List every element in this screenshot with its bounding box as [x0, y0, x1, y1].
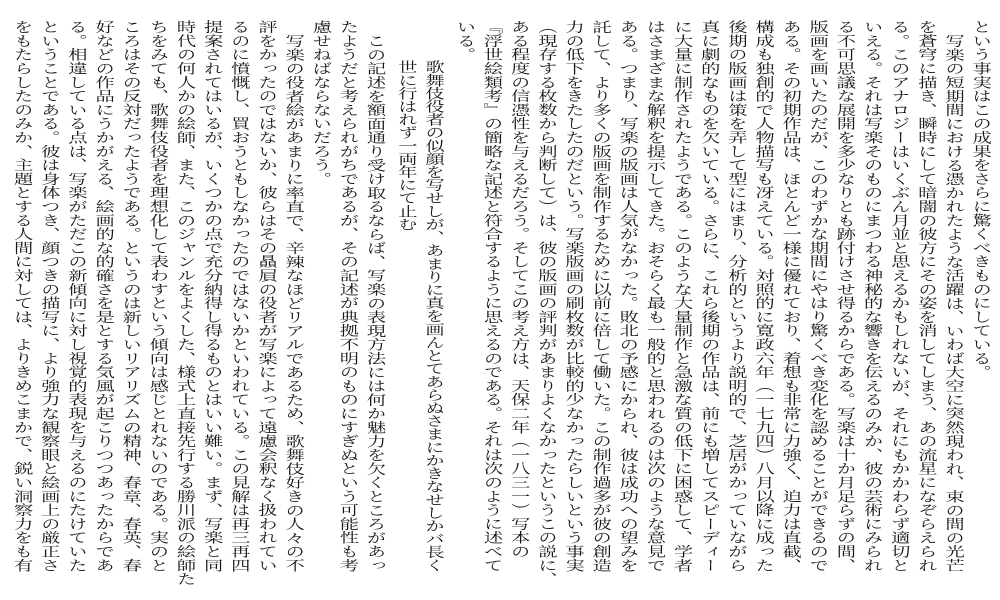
text-line: ある程度の信憑性を与えるだろう。そしてこの考え方は、天保二年（一八三一）写本の	[506, 20, 530, 559]
vertical-text-body	[5, 20, 992, 592]
text-line: る不可思議な展開を多少なりとも跡付けさせ得るからである。写楽は十か月足らずの間、	[832, 20, 855, 572]
text-line: 構成も独創的で人物描写も冴えている。対照的に寛政六年（一七九四）八月以降に成った	[751, 20, 774, 572]
text-line: ということである。彼は身体つき、顔つきの描写に、より強力な観察眼と絵画上の厳正さ	[36, 20, 60, 572]
text-line: 評をかったのではないか、彼らはその贔屓の役者が写楽によって遠慮会釈なく扱われてい	[253, 20, 277, 572]
text-line: 真に劇的なものを欠いている。さらに、これら後期の作品は、前にも増してスピーディー	[696, 20, 720, 572]
text-line: 『浮世絵類考』の簡略な記述と符合するように思えるのである。それは次のように述べて	[479, 20, 502, 572]
text-line: 託して、より多くの版画を制作するために以前に倍して働いた。この制作過多が彼の創造	[588, 20, 611, 572]
block-quotation	[391, 20, 445, 592]
text-line: ちをみても、歌舞伎役者を理想化して表わすという傾向は感じとれないのである。実のと	[145, 20, 168, 572]
text-line: はさまざまな解釈を提示してきた。おそらく最も一般的と思われるのは次のような意見で	[642, 20, 665, 572]
text-line: ある。つまり、写楽の版画は人気がなかった。敗北の予感にかられ、彼は成功への望みを	[615, 20, 638, 572]
text-line: 版画を画いたのだが、このわずかな期間にやはり驚くべき変化を認めることができるので	[805, 20, 828, 572]
text-line: に大量に制作されたようである。このような大量制作と急激な質の低下に困惑して、学者	[669, 20, 692, 572]
text-line: という事実はこの成果をさらに驚くべきものにしている。	[968, 20, 991, 379]
quotation-line: 歌舞伎役者の似顔を写せしが、あまりに真を画んとてあらぬさまにかきなせしかバ長く	[421, 60, 444, 572]
text-line: 力の低下をきたしたのだという。写楽版画の刷枚数が比較的少なかったらしいという事実	[560, 20, 584, 572]
text-line: （現存する枚数から判断して）は、彼の版画の評判があまりよくなかったというこの説に、	[533, 20, 557, 586]
quotation-line: 世に行はれず一両年にて止む	[393, 60, 417, 231]
text-line: をもたらしたのみか、主題とする人間に対しては、よりきめこまかで、鋭い洞察力をも有	[9, 20, 33, 572]
text-line: 写楽の役者絵があまりに率直で、辛辣なほどリアルであるため、歌舞伎好きの人々の不	[281, 33, 304, 572]
text-line: 慮せねばならないだろう。	[308, 20, 331, 186]
text-line: この記述を額面通り受け取るならば、写楽の表現方法には何か魅力を欠くところがあっ	[362, 33, 385, 572]
paragraph	[6, 20, 305, 592]
text-line: いる。	[452, 20, 475, 62]
text-line: 後期の版画は策を弄して型にはまり、分析的というより説明的で、芝居がかっていながら	[723, 20, 747, 572]
text-line: を蒼穹に描き、瞬時にして暗闇の彼方にその姿を消してしまう、あの流星になぞらえられ	[913, 20, 937, 572]
text-line: いえる。それは写楽そのものにまつわる神秘的な響きを伝えるのみか、彼の芸術にみられ	[859, 20, 883, 572]
text-line: ある。その初期作品は、ほとんど一様に優れており、着想も非常に力強く、迫力は直截、	[778, 20, 801, 572]
text-line: 提案されてはいるが、いくつかの点で充分納得し得るものとはいい難い。まず、写楽と同	[199, 20, 223, 572]
text-line: る。相違している点は、写楽がただこの新傾向に対し視覚的表現を与えるのにたけていた	[63, 20, 87, 572]
text-line: るのに憤慨し、買おうともしなかったのではないかといわれている。この見解は再三再四	[226, 20, 250, 572]
text-line: る。このアナロジーはいくぶん月並と思えるかもしれないが、それにもかかわらず適切と	[886, 20, 910, 572]
text-line: たようだと考えられがちであるが、その記述が典拠不明のものにすぎぬという可能性も考	[335, 20, 358, 572]
text-line: ころはその反対だったようである。というのは新しいリアリズムの精神、春章、春英、春	[118, 20, 141, 572]
paragraph	[305, 20, 386, 592]
text-line: 写楽の短期間における憑かれたような活躍は、いわば大空に突然現われ、束の間の光芒	[941, 33, 964, 572]
text-line: 好などの作品にうかがえる、絵画的な的確さを是とする気風が起こりつつあったからであ	[91, 20, 114, 572]
text-line: 時代の何人かの絵師、また、このジャンルをよくした、様式上直接先行する勝川派の絵師た	[172, 20, 195, 586]
paragraph-continued	[965, 20, 992, 592]
paragraph	[449, 20, 965, 592]
